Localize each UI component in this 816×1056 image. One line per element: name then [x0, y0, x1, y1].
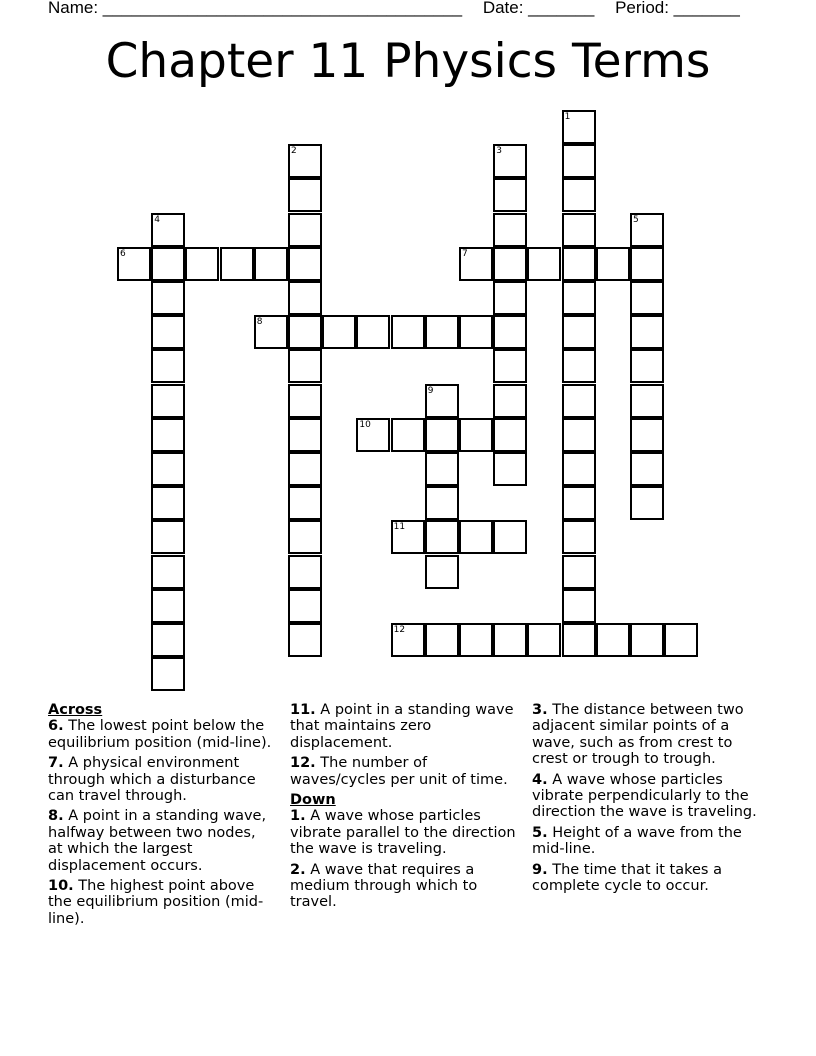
crossword-cell[interactable]: [288, 281, 322, 315]
crossword-cell[interactable]: [459, 520, 493, 554]
crossword-cell[interactable]: [151, 247, 185, 281]
crossword-cell[interactable]: [391, 315, 425, 349]
crossword-cell[interactable]: [288, 213, 322, 247]
clues-column-3: [532, 702, 772, 898]
crossword-cell[interactable]: [493, 418, 527, 452]
crossword-cell[interactable]: [562, 486, 596, 520]
crossword-cell[interactable]: [527, 247, 561, 281]
crossword-cell[interactable]: [151, 657, 185, 691]
crossword-cell[interactable]: [562, 623, 596, 657]
crossword-cell[interactable]: [630, 384, 664, 418]
crossword-cell[interactable]: [562, 247, 596, 281]
clue-across-10: 10. The highest point above the equilibrium position (mid-line).: [48, 878, 264, 927]
crossword-cell[interactable]: [117, 247, 151, 281]
clue-down-4: 4. A wave whose particles vibrate perpendicularly to the direction the wave is traveling.: [532, 771, 757, 821]
crossword-cell[interactable]: [288, 384, 322, 418]
down-heading: Down: [290, 792, 336, 809]
crossword-cell[interactable]: [391, 418, 425, 452]
crossword-cell[interactable]: [425, 520, 459, 554]
clue-number: 12: [393, 625, 406, 635]
crossword-cell[interactable]: [288, 178, 322, 212]
crossword-cell[interactable]: [459, 623, 493, 657]
clue-number: 5: [633, 214, 639, 225]
crossword-cell[interactable]: [322, 315, 356, 349]
crossword-cell[interactable]: [562, 555, 596, 589]
crossword-cell[interactable]: [288, 315, 322, 349]
crossword-cell[interactable]: [151, 349, 185, 383]
crossword-cell[interactable]: [493, 520, 527, 554]
crossword-cell[interactable]: [288, 349, 322, 383]
crossword-cell[interactable]: [391, 520, 425, 554]
crossword-cell[interactable]: [151, 555, 185, 589]
crossword-cell[interactable]: [425, 623, 459, 657]
clue-down-1: 1. A wave whose particles vibrate parallel to the direction the wave is traveling.: [290, 808, 516, 858]
crossword-cell[interactable]: [493, 315, 527, 349]
clue-number: 6: [120, 248, 126, 259]
crossword-cell[interactable]: [151, 213, 185, 247]
crossword-cell[interactable]: [151, 384, 185, 418]
clue-across-7: 7. A physical environment through which a disturbance can travel through.: [48, 755, 256, 805]
crossword-cell[interactable]: [493, 144, 527, 178]
clues-column-2: [290, 702, 525, 915]
crossword-cell[interactable]: [425, 555, 459, 589]
clue-across-12: 12. The number of waves/cycles per unit of time.: [290, 755, 508, 788]
crossword-cell[interactable]: [493, 178, 527, 212]
crossword-cell[interactable]: [596, 623, 630, 657]
crossword-cell[interactable]: [527, 623, 561, 657]
crossword-cell[interactable]: [185, 247, 219, 281]
clue-number: 2: [291, 146, 297, 157]
crossword-cell[interactable]: [630, 213, 664, 247]
crossword-cell[interactable]: [151, 281, 185, 315]
crossword-cell[interactable]: [562, 144, 596, 178]
crossword-cell[interactable]: [288, 520, 322, 554]
clue-across-6: 6. The lowest point below the equilibrium position (mid-line).: [48, 718, 272, 751]
crossword-cell[interactable]: [596, 247, 630, 281]
crossword-cell[interactable]: [630, 623, 664, 657]
crossword-cell[interactable]: [630, 486, 664, 520]
crossword-cell[interactable]: [562, 110, 596, 144]
crossword-cell[interactable]: [630, 452, 664, 486]
crossword-cell[interactable]: [356, 418, 390, 452]
crossword-cell[interactable]: [288, 418, 322, 452]
crossword-cell[interactable]: [425, 486, 459, 520]
crossword-cell[interactable]: [459, 315, 493, 349]
crossword-cell[interactable]: [562, 213, 596, 247]
crossword-cell[interactable]: [288, 247, 322, 281]
clue-number: 11: [393, 522, 406, 533]
crossword-cell[interactable]: [493, 247, 527, 281]
crossword-cell[interactable]: [288, 589, 322, 623]
crossword-cell[interactable]: [493, 452, 527, 486]
crossword-cell[interactable]: [425, 418, 459, 452]
crossword-cell[interactable]: [562, 520, 596, 554]
crossword-cell[interactable]: [630, 349, 664, 383]
crossword-cell[interactable]: [493, 623, 527, 657]
crossword-cell[interactable]: [151, 315, 185, 349]
crossword-cell[interactable]: [151, 418, 185, 452]
crossword-cell[interactable]: [562, 384, 596, 418]
clue-number: 7: [462, 248, 468, 259]
crossword-cell[interactable]: [562, 589, 596, 623]
crossword-cell[interactable]: [493, 384, 527, 418]
crossword-cell[interactable]: [288, 623, 322, 657]
clue-number: 3: [496, 146, 502, 157]
clue-across-8: 8. A point in a standing wave, halfway between two nodes, at which the largest displacement occurs.: [48, 808, 267, 874]
crossword-cell[interactable]: [220, 247, 254, 281]
crossword-cell[interactable]: [630, 315, 664, 349]
clue-number: 4: [154, 214, 160, 225]
page-title: Chapter 11 Physics Terms: [105, 34, 711, 89]
crossword-cell[interactable]: [151, 623, 185, 657]
crossword-cell[interactable]: [630, 281, 664, 315]
crossword-cell[interactable]: [151, 589, 185, 623]
crossword-cell[interactable]: [562, 315, 596, 349]
clue-number: 8: [256, 317, 263, 328]
clue-number: 10: [359, 419, 371, 430]
crossword-cell[interactable]: [562, 281, 596, 315]
crossword-cell[interactable]: [288, 486, 322, 520]
crossword-cell[interactable]: [391, 623, 425, 657]
clue-across-11: 11. A point in a standing wave that maintains zero displacement.: [290, 702, 514, 751]
crossword-cell[interactable]: [562, 178, 596, 212]
crossword-cell[interactable]: [493, 213, 527, 247]
crossword-cell[interactable]: [630, 418, 664, 452]
crossword-cell[interactable]: [459, 418, 493, 452]
date-field[interactable]: Date: _______: [482, 0, 595, 17]
crossword-cell[interactable]: [356, 315, 390, 349]
crossword-cell[interactable]: [151, 520, 185, 554]
clue-down-5: 5. Height of a wave from the mid-line.: [532, 824, 742, 858]
clues-column-1: [48, 702, 273, 931]
crossword-cell[interactable]: [493, 349, 527, 383]
crossword-cell[interactable]: [630, 247, 664, 281]
crossword-cell[interactable]: [562, 418, 596, 452]
clue-number: 9: [427, 385, 434, 396]
crossword-cell[interactable]: [664, 623, 698, 657]
crossword-cell[interactable]: [254, 315, 288, 349]
crossword-cell[interactable]: [288, 555, 322, 589]
clue-down-9: 9. The time that it takes a complete cycle to occur.: [532, 861, 722, 895]
crossword-cell[interactable]: [151, 452, 185, 486]
name-field[interactable]: Name: ______________________________________: [48, 0, 463, 17]
crossword-cell[interactable]: [425, 452, 459, 486]
crossword-cell[interactable]: [562, 349, 596, 383]
clue-number: 1: [564, 112, 571, 122]
clue-down-2: 2. A wave that requires a medium through which to travel.: [290, 861, 478, 911]
period-field[interactable]: Period: _______: [615, 0, 740, 17]
crossword-cell[interactable]: [459, 247, 493, 281]
crossword-cell[interactable]: [493, 281, 527, 315]
across-heading: Across: [48, 702, 103, 718]
crossword-cell[interactable]: [562, 452, 596, 486]
crossword-cell[interactable]: [151, 486, 185, 520]
crossword-cell[interactable]: [288, 452, 322, 486]
clue-down-3: 3. The distance between two adjacent similar points of a wave, such as from crest to crest or trough to trough.: [532, 702, 744, 768]
crossword-cell[interactable]: [254, 247, 288, 281]
crossword-cell[interactable]: [288, 144, 322, 178]
crossword-cell[interactable]: [425, 384, 459, 418]
crossword-cell[interactable]: [425, 315, 459, 349]
